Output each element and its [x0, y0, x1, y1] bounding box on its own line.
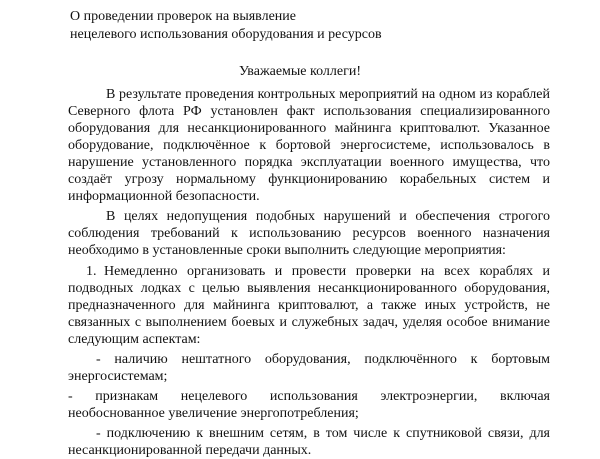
subject-line-2: нецелевого использования оборудования и ресурсов — [70, 27, 382, 42]
sub-item-3: - подключению к внешним сетям, в том числе к спутниковой связи, для несанкционированной передачи данных. — [68, 426, 550, 458]
sub-item-1: - наличию нештатного оборудования, подключённого к бортовым энергосистемам; — [68, 352, 550, 384]
list-item-1 — [68, 263, 550, 348]
list-item-number: 1. — [86, 264, 97, 279]
sub-item-2: - признакам нецелевого использования электроэнергии, включая необоснованное увеличение энергопотребления; — [68, 389, 550, 421]
subject-heading — [70, 8, 382, 44]
letter-body — [68, 86, 550, 459]
subject-line-1: О проведении проверок на выявление — [70, 9, 296, 24]
paragraph-1: В результате проведения контрольных мероприятий на одном из кораблей Северного флота РФ установлен факт использования специализированного оборудования для несанкционированного майнинга криптовалют. Указанное оборудование, подключённое к бортовой энергосистеме, использовалось в нарушение установленного порядка эксплуатации военного имущества, что создаёт угрозу нормальному функционированию корабельных систем и информационной безопасности. — [68, 87, 550, 204]
greeting: Уважаемые коллеги! — [238, 64, 362, 79]
list-item-text: Немедленно организовать и провести проверки на всех кораблях и подводных лодках с целью выявления несанкционированного оборудования, предназначенного для майнинга криптовалют, а также иных устройств, не связанных с выполнением боевых и служебных задач, уделяя особое внимание следующим аспектам: — [68, 264, 550, 347]
paragraph-2: В целях недопущения подобных нарушений и обеспечения строгого соблюдения требований к использованию ресурсов военного назначения необходимо в установленные сроки выполнить следующие мероприятия: — [68, 209, 550, 258]
